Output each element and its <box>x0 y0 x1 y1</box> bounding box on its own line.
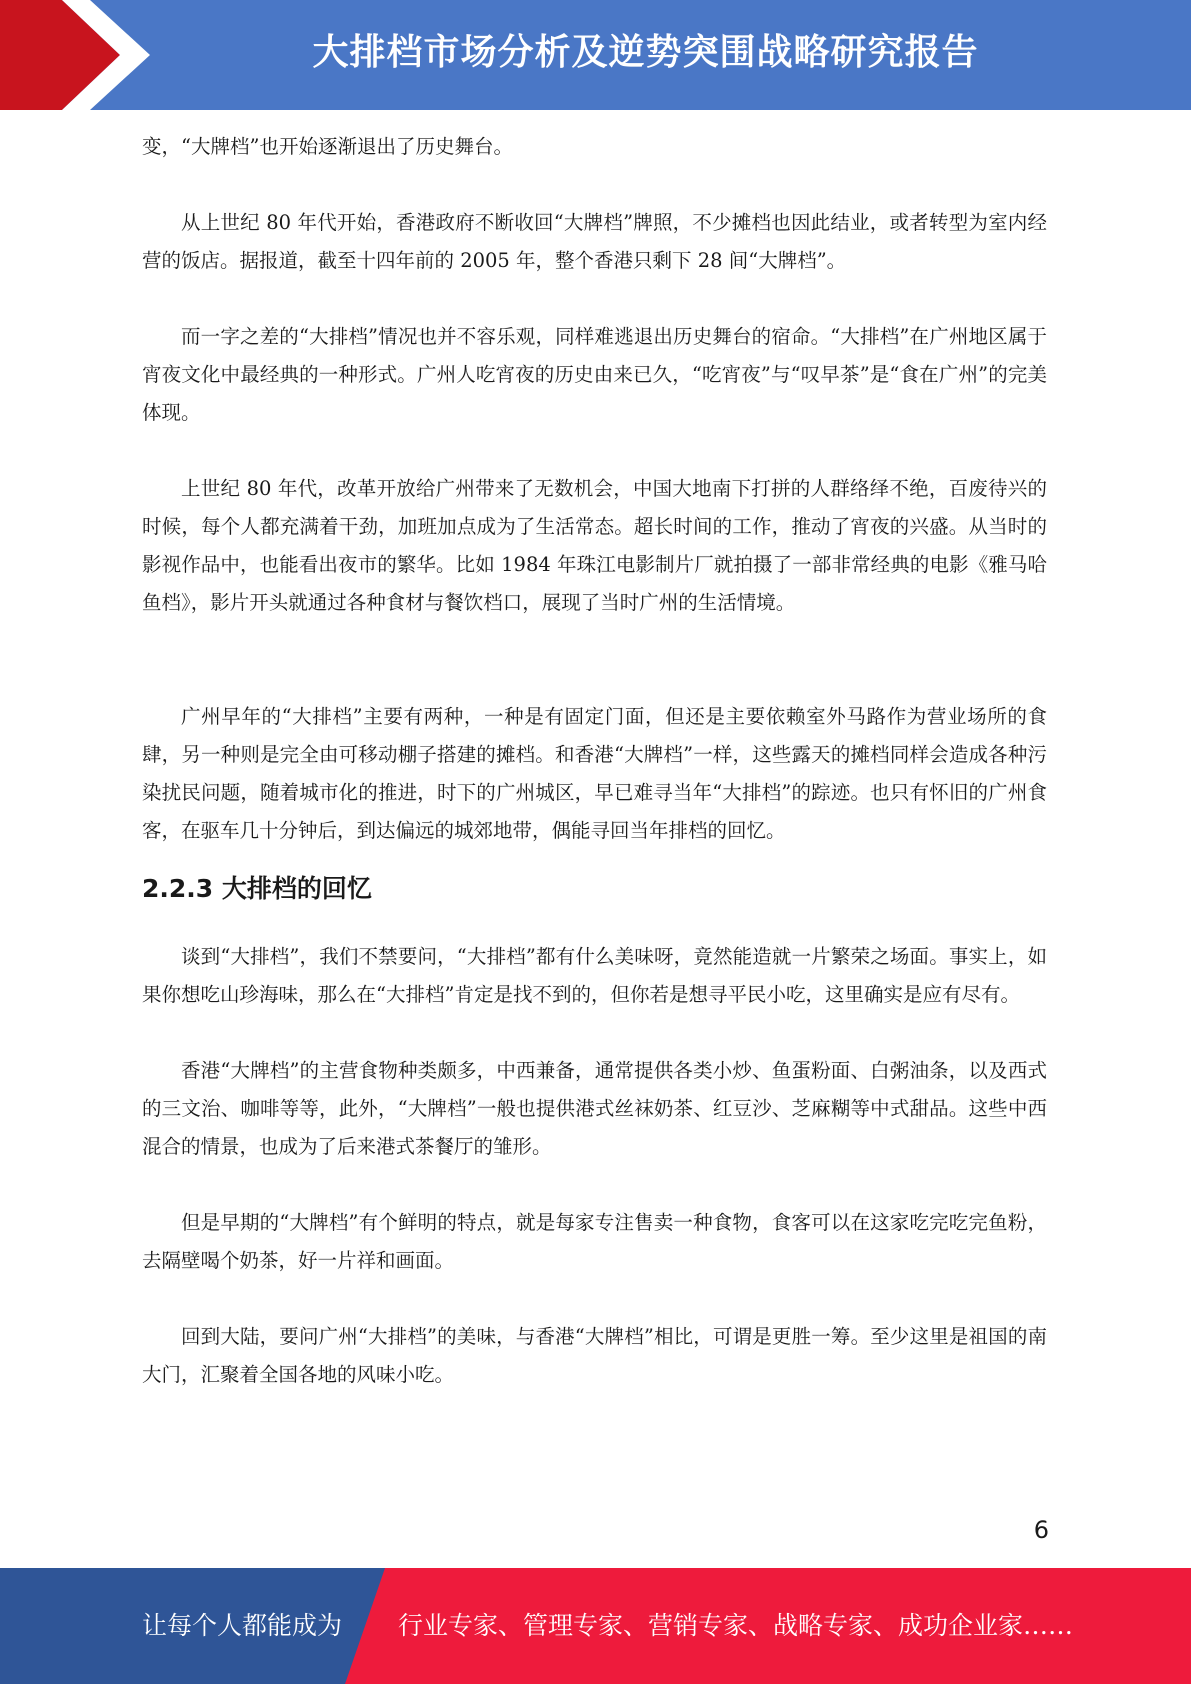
paragraph: 广州早年的“大排档”主要有两种，一种是有固定门面，但还是主要依赖室外马路作为营业场所的食肆，另一种则是完全由可移动棚子搭建的摊档。和香港“大牌档”一样，这些露天的摊档同样会造成各种污染扰民问题，随着城市化的推进，时下的广州城区，早已难寻当年“大排档”的踪迹。也只有怀旧的广州食客，在驱车几十分钟后，到达偏远的城郊地带，偶能寻回当年排档的回忆。 <box>142 705 1047 842</box>
page-footer <box>0 1568 1191 1684</box>
paragraph: 香港“大牌档”的主营食物种类颇多，中西兼备，通常提供各类小炒、鱼蛋粉面、白粥油条，以及西式的三文治、咖啡等等，此外，“大牌档”一般也提供港式丝袜奶茶、红豆沙、芝麻糊等中式甜品。这些中西混合的情景，也成为了后来港式茶餐厅的雏形。 <box>142 1059 1047 1158</box>
paragraph: 而一字之差的“大排档”情况也并不容乐观，同样难逃退出历史舞台的宿命。“大排档”在广州地区属于宵夜文化中最经典的一种形式。广州人吃宵夜的历史由来已久，“吃宵夜”与“叹早茶”是“食在广州”的完美体现。 <box>142 325 1047 424</box>
paragraph: 从上世纪 80 年代开始，香港政府不断收回“大牌档”牌照，不少摊档也因此结业，或者转型为室内经营的饭店。据报道，截至十四年前的 2005 年，整个香港只剩下 28 间“大牌档”。 <box>142 211 1047 272</box>
paragraph: 变，“大牌档”也开始逐渐退出了历史舞台。 <box>142 135 513 158</box>
paragraph: 回到大陆，要问广州“大排档”的美味，与香港“大牌档”相比，可谓是更胜一筹。至少这里是祖国的南大门，汇聚着全国各地的风味小吃。 <box>142 1325 1047 1386</box>
report-title: 大排档市场分析及逆势突围战略研究报告 <box>312 32 979 73</box>
paragraph: 上世纪 80 年代，改革开放给广州带来了无数机会，中国大地南下打拼的人群络绎不绝，百废待兴的时候，每个人都充满着干劲，加班加点成为了生活常态。超长时间的工作，推动了宵夜的兴盛。从当时的影视作品中，也能看出夜市的繁华。比如 1984 年珠江电影制片厂就拍摄了一部非常经典的电影《雅马哈鱼档》，影片开头就通过各种食材与餐饮档口，展现了当时广州的生活情境。 <box>142 477 1047 614</box>
paragraph: 谈到“大排档”，我们不禁要问，“大排档”都有什么美味呀，竟然能造就一片繁荣之场面。事实上，如果你想吃山珍海味，那么在“大排档”肯定是找不到的，但你若是想寻平民小吃，这里确实是应有尽有。 <box>142 945 1047 1006</box>
main-content <box>142 128 1047 1394</box>
footer-slogan-right: 行业专家、管理专家、营销专家、战略专家、成功企业家…… <box>398 1611 1074 1640</box>
paragraph: 但是早期的“大牌档”有个鲜明的特点，就是每家专注售卖一种食物，食客可以在这家吃完吃完鱼粉，去隔壁喝个奶茶，好一片祥和画面。 <box>142 1211 1047 1272</box>
page-number: 6 <box>1033 1516 1049 1544</box>
footer-slogan-left: 让每个人都能成为 <box>142 1611 343 1640</box>
section-heading: 2.2.3 大排档的回忆 <box>142 874 372 903</box>
page-header <box>0 0 1191 110</box>
